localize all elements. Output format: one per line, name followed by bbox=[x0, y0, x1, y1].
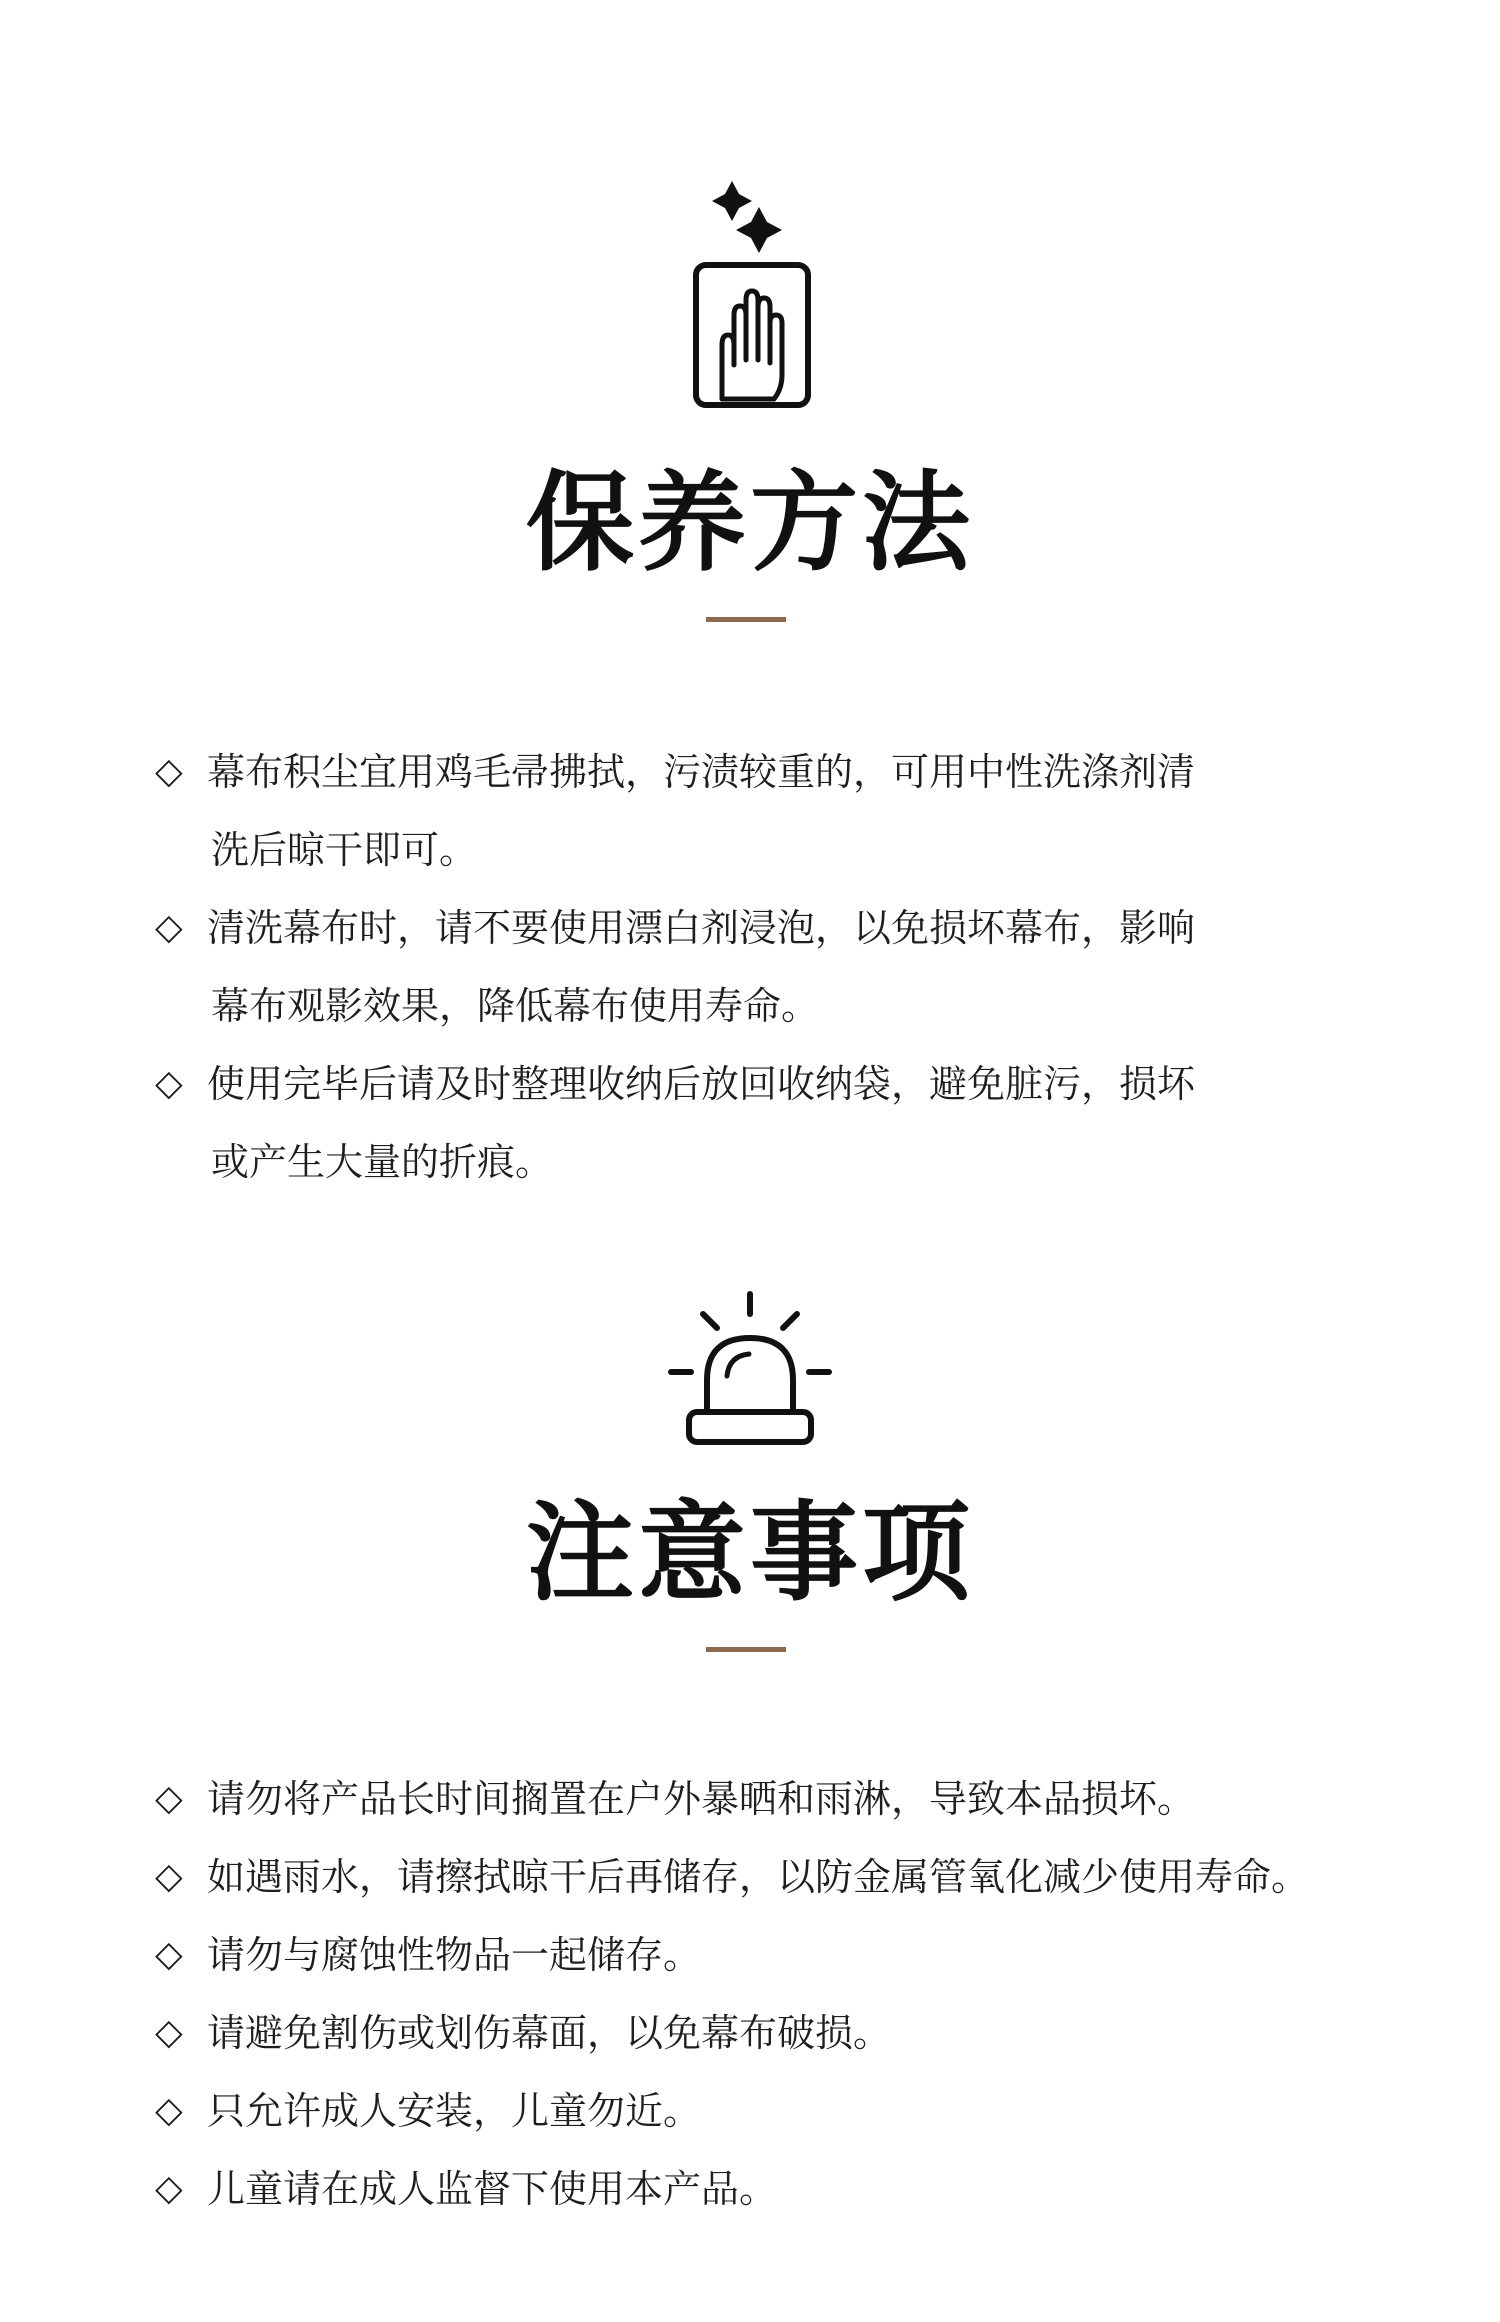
care-item-2 bbox=[155, 889, 1405, 1045]
diamond-bullet-icon: ◇ bbox=[155, 1934, 183, 1975]
diamond-bullet-icon: ◇ bbox=[155, 2090, 183, 2131]
notice-item-1-text: 请勿将产品长时间搁置在户外暴晒和雨淋，导致本品损坏。 bbox=[207, 1777, 1196, 1821]
notice-item-4 bbox=[155, 1994, 1405, 2072]
notice-title: 注意事项 bbox=[525, 1491, 974, 1616]
diamond-bullet-icon: ◇ bbox=[155, 2012, 183, 2053]
care-title: 保养方法 bbox=[525, 461, 974, 586]
notice-item-1 bbox=[155, 1760, 1405, 1838]
care-list bbox=[155, 733, 1405, 1201]
notice-item-3-text: 请勿与腐蚀性物品一起储存。 bbox=[207, 1933, 702, 1977]
alarm-siren-icon bbox=[665, 1290, 835, 1450]
care-title-rule bbox=[706, 617, 786, 622]
care-item-1-line-2: 洗后晾干即可。 bbox=[211, 828, 478, 872]
diamond-bullet-icon: ◇ bbox=[155, 1063, 183, 1104]
notice-icon-wrap bbox=[0, 1290, 1500, 1450]
notice-item-3 bbox=[155, 1916, 1405, 1994]
notice-item-5-text: 只允许成人安装，儿童勿近。 bbox=[207, 2089, 702, 2133]
notice-item-4-text: 请避免割伤或划伤幕面，以免幕布破损。 bbox=[207, 2011, 892, 2055]
diamond-bullet-icon: ◇ bbox=[155, 1778, 183, 1819]
diamond-bullet-icon: ◇ bbox=[155, 1856, 183, 1897]
notice-item-2 bbox=[155, 1838, 1405, 1916]
diamond-bullet-icon: ◇ bbox=[155, 2168, 183, 2209]
care-item-2-line-2: 幕布观影效果，降低幕布使用寿命。 bbox=[211, 984, 820, 1028]
care-item-1-line-1: 幕布积尘宜用鸡毛帚拂拭，污渍较重的，可用中性洗涤剂清 bbox=[207, 750, 1196, 794]
notice-item-2-text: 如遇雨水，请擦拭晾干后再储存，以防金属管氧化减少使用寿命。 bbox=[207, 1855, 1310, 1899]
notice-item-6-text: 儿童请在成人监督下使用本产品。 bbox=[207, 2167, 778, 2211]
diamond-bullet-icon: ◇ bbox=[155, 751, 183, 792]
notice-list bbox=[155, 1760, 1405, 2228]
care-item-1 bbox=[155, 733, 1405, 889]
notice-item-6 bbox=[155, 2150, 1405, 2228]
care-item-3-line-1: 使用完毕后请及时整理收纳后放回收纳袋，避免脏污，损坏 bbox=[207, 1062, 1196, 1106]
diamond-bullet-icon: ◇ bbox=[155, 907, 183, 948]
care-item-3 bbox=[155, 1045, 1405, 1201]
care-item-3-line-2: 或产生大量的折痕。 bbox=[211, 1140, 554, 1184]
care-item-2-line-1: 清洗幕布时，请不要使用漂白剂浸泡，以免损坏幕布，影响 bbox=[207, 906, 1196, 950]
notice-item-5 bbox=[155, 2072, 1405, 2150]
notice-title-rule bbox=[706, 1647, 786, 1652]
hand-wipe-sparkle-icon bbox=[670, 175, 830, 425]
care-icon-wrap bbox=[0, 175, 1500, 425]
